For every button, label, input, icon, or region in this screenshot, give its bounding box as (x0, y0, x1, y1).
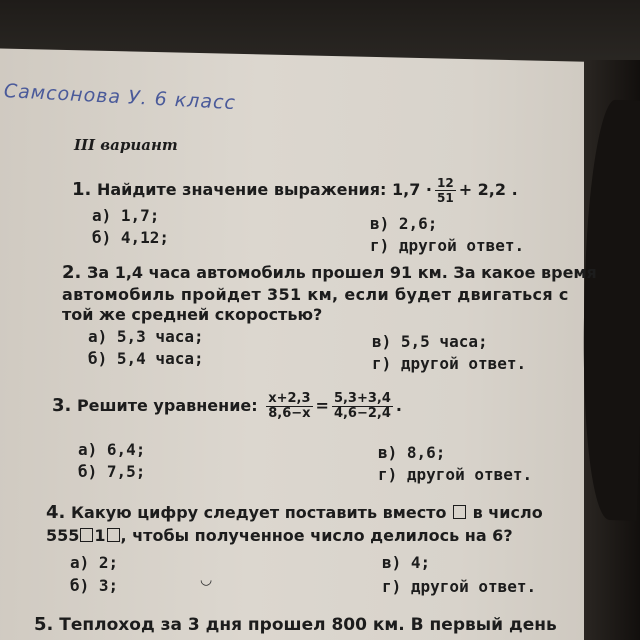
question-number: 4. (46, 502, 66, 523)
question-4-line (46, 502, 543, 523)
option-b: б) 4,12; (92, 228, 170, 247)
question-2-line: той же средней скоростью? (62, 305, 323, 324)
option-d: г) другой ответ. (372, 354, 527, 373)
fraction-denominator: 51 (436, 191, 454, 205)
option-a: а) 6,4; (78, 440, 146, 459)
fraction-denominator: 4,6−2,4 (333, 406, 391, 421)
fraction-left (266, 392, 312, 421)
expression-part: + 2,2 . (458, 180, 518, 199)
empty-square (80, 528, 93, 542)
period: . (395, 396, 402, 415)
question-text: За 1,4 часа автомобиль прошел 91 км. За какое время (86, 263, 597, 282)
question-number: 3. (52, 395, 72, 416)
question-text: Какую цифру следует поставить вместо (70, 503, 447, 522)
option-b: б) 7,5; (78, 462, 146, 481)
question-3 (52, 392, 402, 421)
question-number: 1. (72, 179, 92, 200)
option-a: а) 2; (70, 553, 119, 572)
fraction-numerator: 12 (436, 176, 454, 190)
fraction-numerator: 5,3+3,4 (333, 391, 391, 406)
pencil-tick-mark: ◡ (200, 572, 213, 588)
question-number: 5. (34, 614, 54, 635)
question-1 (72, 176, 518, 205)
empty-square (453, 505, 466, 519)
equals-sign: = (315, 396, 329, 415)
option-c: в) 8,6; (378, 443, 446, 462)
fraction-numerator: x+2,3 (268, 391, 311, 406)
variant-heading: III вариант (74, 136, 178, 154)
question-4-line (46, 526, 513, 545)
question-2-line (62, 262, 597, 283)
fraction-right (332, 392, 393, 421)
option-d: г) другой ответ. (382, 577, 537, 596)
question-text: Решите уравнение: (76, 396, 258, 415)
question-number: 2. (62, 262, 82, 283)
number-part: 1 (94, 526, 106, 545)
question-text: в число (472, 503, 543, 522)
option-b: б) 3; (70, 576, 119, 595)
number-part: 555 (46, 526, 80, 545)
question-text: Теплоход за 3 дня прошел 800 км. В первый день (59, 615, 557, 635)
handwritten-name: Самсонова У. 6 класс (3, 80, 237, 115)
option-c: в) 2,6; (370, 214, 438, 233)
question-2-line: автомобиль пройдет 351 км, если будет двигаться с (62, 285, 569, 304)
question-text: , чтобы полученное число делилось на 6? (120, 526, 513, 545)
option-d: г) другой ответ. (378, 465, 533, 484)
option-b: б) 5,4 часа; (88, 349, 204, 368)
fraction-denominator: 8,6−x (268, 406, 311, 421)
option-a: а) 1,7; (92, 206, 160, 225)
option-a: а) 5,3 часа; (88, 327, 204, 346)
fraction (435, 176, 456, 205)
option-c: в) 4; (382, 553, 431, 572)
option-d: г) другой ответ. (370, 236, 525, 255)
question-text: Найдите значение выражения: (96, 180, 387, 199)
empty-square (107, 528, 120, 542)
expression-part: 1,7 · (391, 180, 432, 199)
option-c: в) 5,5 часа; (372, 332, 488, 351)
question-5 (34, 614, 557, 635)
